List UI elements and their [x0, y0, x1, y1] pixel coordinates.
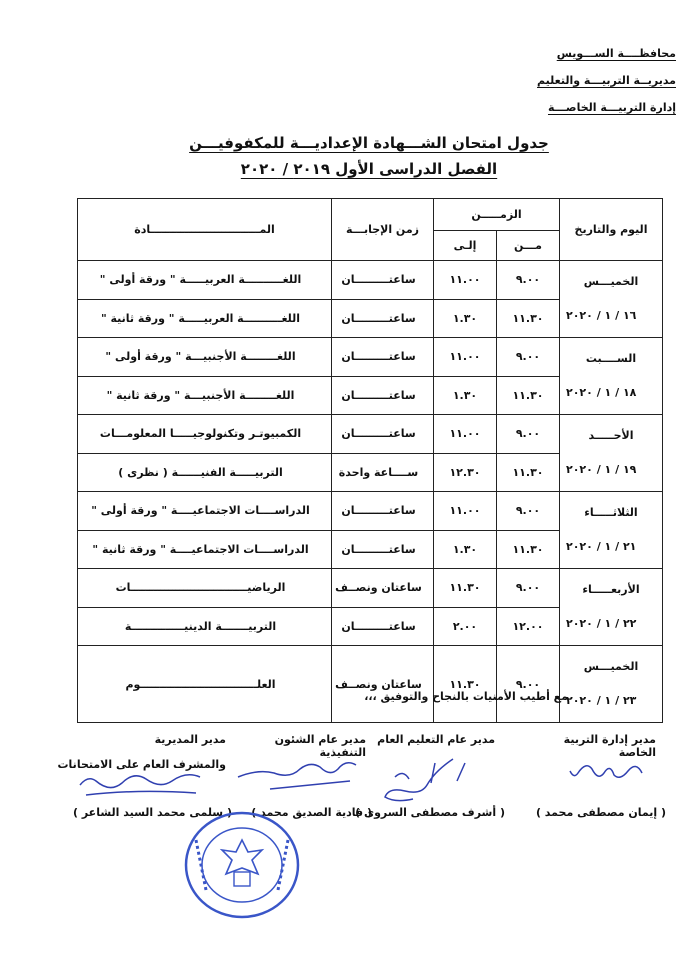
- subject-cell: الكمبيوتـر وتكنولوجيـــــا المعلومـــات: [78, 415, 332, 454]
- duration-cell: ساعتـــــــــان: [332, 492, 434, 531]
- signature-block-special-ed: [526, 733, 666, 819]
- table-row: [78, 646, 663, 723]
- official-seal-icon: [182, 810, 302, 920]
- day-name: الخميـــس: [583, 275, 639, 288]
- header-to: إلـى: [434, 231, 497, 261]
- handwritten-signature: [76, 767, 206, 803]
- signature-role-secondary: والمشرف العام على الامتحانات: [57, 758, 226, 771]
- table-row: [78, 569, 663, 608]
- exam-date: ١٦ / ١ / ٢٠٢٠: [566, 309, 637, 322]
- time-to-cell: ١١.٠٠: [434, 415, 497, 454]
- duration-cell: ســــاعة واحدة: [332, 453, 434, 492]
- signature-role: مدير المديرية: [154, 733, 226, 746]
- signature-role: مدير عام الشئون التنفيذية: [274, 733, 366, 759]
- duration-cell: ساعتـــــــــان: [332, 376, 434, 415]
- document-title: جدول امتحان الشـــهادة الإعداديـــة للمكفوفيـــن: [189, 134, 549, 152]
- subject-cell: العلـــــــــــــــــــــــــــــــوم: [78, 646, 332, 723]
- time-from-cell: ١١.٣٠: [497, 530, 560, 569]
- handwritten-signature: [365, 751, 475, 807]
- signature-block-executive-affairs: [226, 733, 372, 819]
- subject-cell: الرياضيـــــــــــــــــــــــــــــــات: [78, 569, 332, 608]
- table-row: [78, 415, 663, 454]
- exam-date: ٢٢ / ١ / ٢٠٢٠: [566, 617, 637, 630]
- subject-cell: اللغــــــــة الأجنبيـــة " ورقة ثانية ": [78, 376, 332, 415]
- document-subtitle: الفصل الدراسى الأول ٢٠١٩ / ٢٠٢٠: [240, 160, 498, 178]
- duration-cell: ساعتـــــــــان: [332, 338, 434, 377]
- time-to-cell: ١١.٠٠: [434, 338, 497, 377]
- time-from-cell: ٩.٠٠: [497, 492, 560, 531]
- handwritten-signature: [230, 755, 360, 795]
- letterhead: [476, 40, 676, 121]
- time-to-cell: ١.٣٠: [434, 376, 497, 415]
- exam-date: ١٨ / ١ / ٢٠٢٠: [566, 386, 637, 399]
- duration-cell: ساعتـــــــــان: [332, 415, 434, 454]
- subject-cell: اللغــــــــــة العربيـــــة " ورقة ثانية ": [78, 299, 332, 338]
- duration-cell: ساعتان ونصــف: [332, 569, 434, 608]
- day-name: الأحـــــد: [588, 429, 634, 442]
- signatory-name: ( أشرف مصطفى السروى ): [355, 806, 505, 819]
- signature-block-general-education: [355, 733, 505, 819]
- header-time: الزمـــــن: [434, 199, 560, 231]
- closing-wishes: مع أطيب الأمنيات بالنجاح والتوفيق ،،،: [364, 690, 568, 703]
- exam-date: ٢٣ / ١ / ٢٠٢٠: [566, 694, 637, 707]
- exam-date: ٢١ / ١ / ٢٠٢٠: [566, 540, 637, 553]
- header-subject: المـــــــــــــــــــــــــــــادة: [78, 199, 332, 261]
- subject-cell: الدراســــات الاجتماعيــــة " ورقة ثانية ": [78, 530, 332, 569]
- time-to-cell: ١١.٣٠: [434, 569, 497, 608]
- subject-cell: اللغــــــــــة العربيـــــة " ورقة أولى ": [78, 261, 332, 300]
- subject-cell: التربيـــــــة الدينيــــــــــــــة: [78, 607, 332, 646]
- time-from-cell: ١٢.٠٠: [497, 607, 560, 646]
- time-to-cell: ١.٣٠: [434, 530, 497, 569]
- time-from-cell: ١١.٣٠: [497, 376, 560, 415]
- directorate-label: مديريــة التربيـــة والتعليم: [537, 74, 676, 87]
- header-day: اليوم والتاريخ: [560, 199, 663, 261]
- governorate-label: محافظــــة الســـويس: [556, 47, 676, 60]
- duration-cell: ساعتـــــــــان: [332, 261, 434, 300]
- day-date-cell: [560, 646, 663, 723]
- day-name: الثلاثـــــاء: [584, 506, 638, 519]
- day-date-cell: [560, 415, 663, 492]
- day-date-cell: [560, 338, 663, 415]
- table-row: [78, 338, 663, 377]
- administration-label: إدارة التربيـــة الخاصـــة: [547, 101, 676, 114]
- day-date-cell: [560, 492, 663, 569]
- exam-date: ١٩ / ١ / ٢٠٢٠: [566, 463, 637, 476]
- duration-cell: ساعتـــــــــان: [332, 530, 434, 569]
- header-from: مـــن: [497, 231, 560, 261]
- signatory-name: ( سلمى محمد السيد الشاعر ): [72, 806, 232, 819]
- time-from-cell: ٩.٠٠: [497, 338, 560, 377]
- table-row: [78, 261, 663, 300]
- time-to-cell: ٢.٠٠: [434, 607, 497, 646]
- signature-block-directorate: [56, 733, 232, 819]
- day-name: الأربعـــــاء: [582, 583, 640, 596]
- day-date-cell: [560, 261, 663, 338]
- signature-role: مدير إدارة التربية الخاصة: [563, 733, 656, 759]
- subject-cell: اللغــــــــة الأجنبيـــة " ورقة أولى ": [78, 338, 332, 377]
- signature-role: مدير عام التعليم العام: [377, 733, 495, 746]
- header-duration: زمن الإجابـــة: [332, 199, 434, 261]
- subject-cell: الدراســــات الاجتماعيــــة " ورقة أولى ": [78, 492, 332, 531]
- handwritten-signature: [566, 755, 646, 787]
- time-to-cell: ١.٣٠: [434, 299, 497, 338]
- time-to-cell: ١٢.٣٠: [434, 453, 497, 492]
- day-date-cell: [560, 569, 663, 646]
- duration-cell: ساعتان ونصــف: [332, 646, 434, 723]
- exam-schedule-table: [77, 198, 663, 723]
- day-name: الســــبت: [585, 352, 637, 365]
- time-from-cell: ١١.٣٠: [497, 453, 560, 492]
- day-name: الخميـــس: [583, 660, 639, 673]
- time-to-cell: ١١.٣٠: [434, 646, 497, 723]
- time-from-cell: ٩.٠٠: [497, 646, 560, 723]
- time-from-cell: ٩.٠٠: [497, 415, 560, 454]
- signatory-name: ( فادية الصديق محمد ): [251, 806, 372, 819]
- table-row: [78, 492, 663, 531]
- duration-cell: ساعتـــــــــان: [332, 607, 434, 646]
- time-to-cell: ١١.٠٠: [434, 492, 497, 531]
- time-from-cell: ٩.٠٠: [497, 569, 560, 608]
- time-from-cell: ١١.٣٠: [497, 299, 560, 338]
- time-to-cell: ١١.٠٠: [434, 261, 497, 300]
- signatory-name: ( إيمان مصطفى محمد ): [535, 806, 666, 819]
- time-from-cell: ٩.٠٠: [497, 261, 560, 300]
- duration-cell: ساعتـــــــــان: [332, 299, 434, 338]
- subject-cell: التربيـــــة الفنيــــــة ( نظرى ): [78, 453, 332, 492]
